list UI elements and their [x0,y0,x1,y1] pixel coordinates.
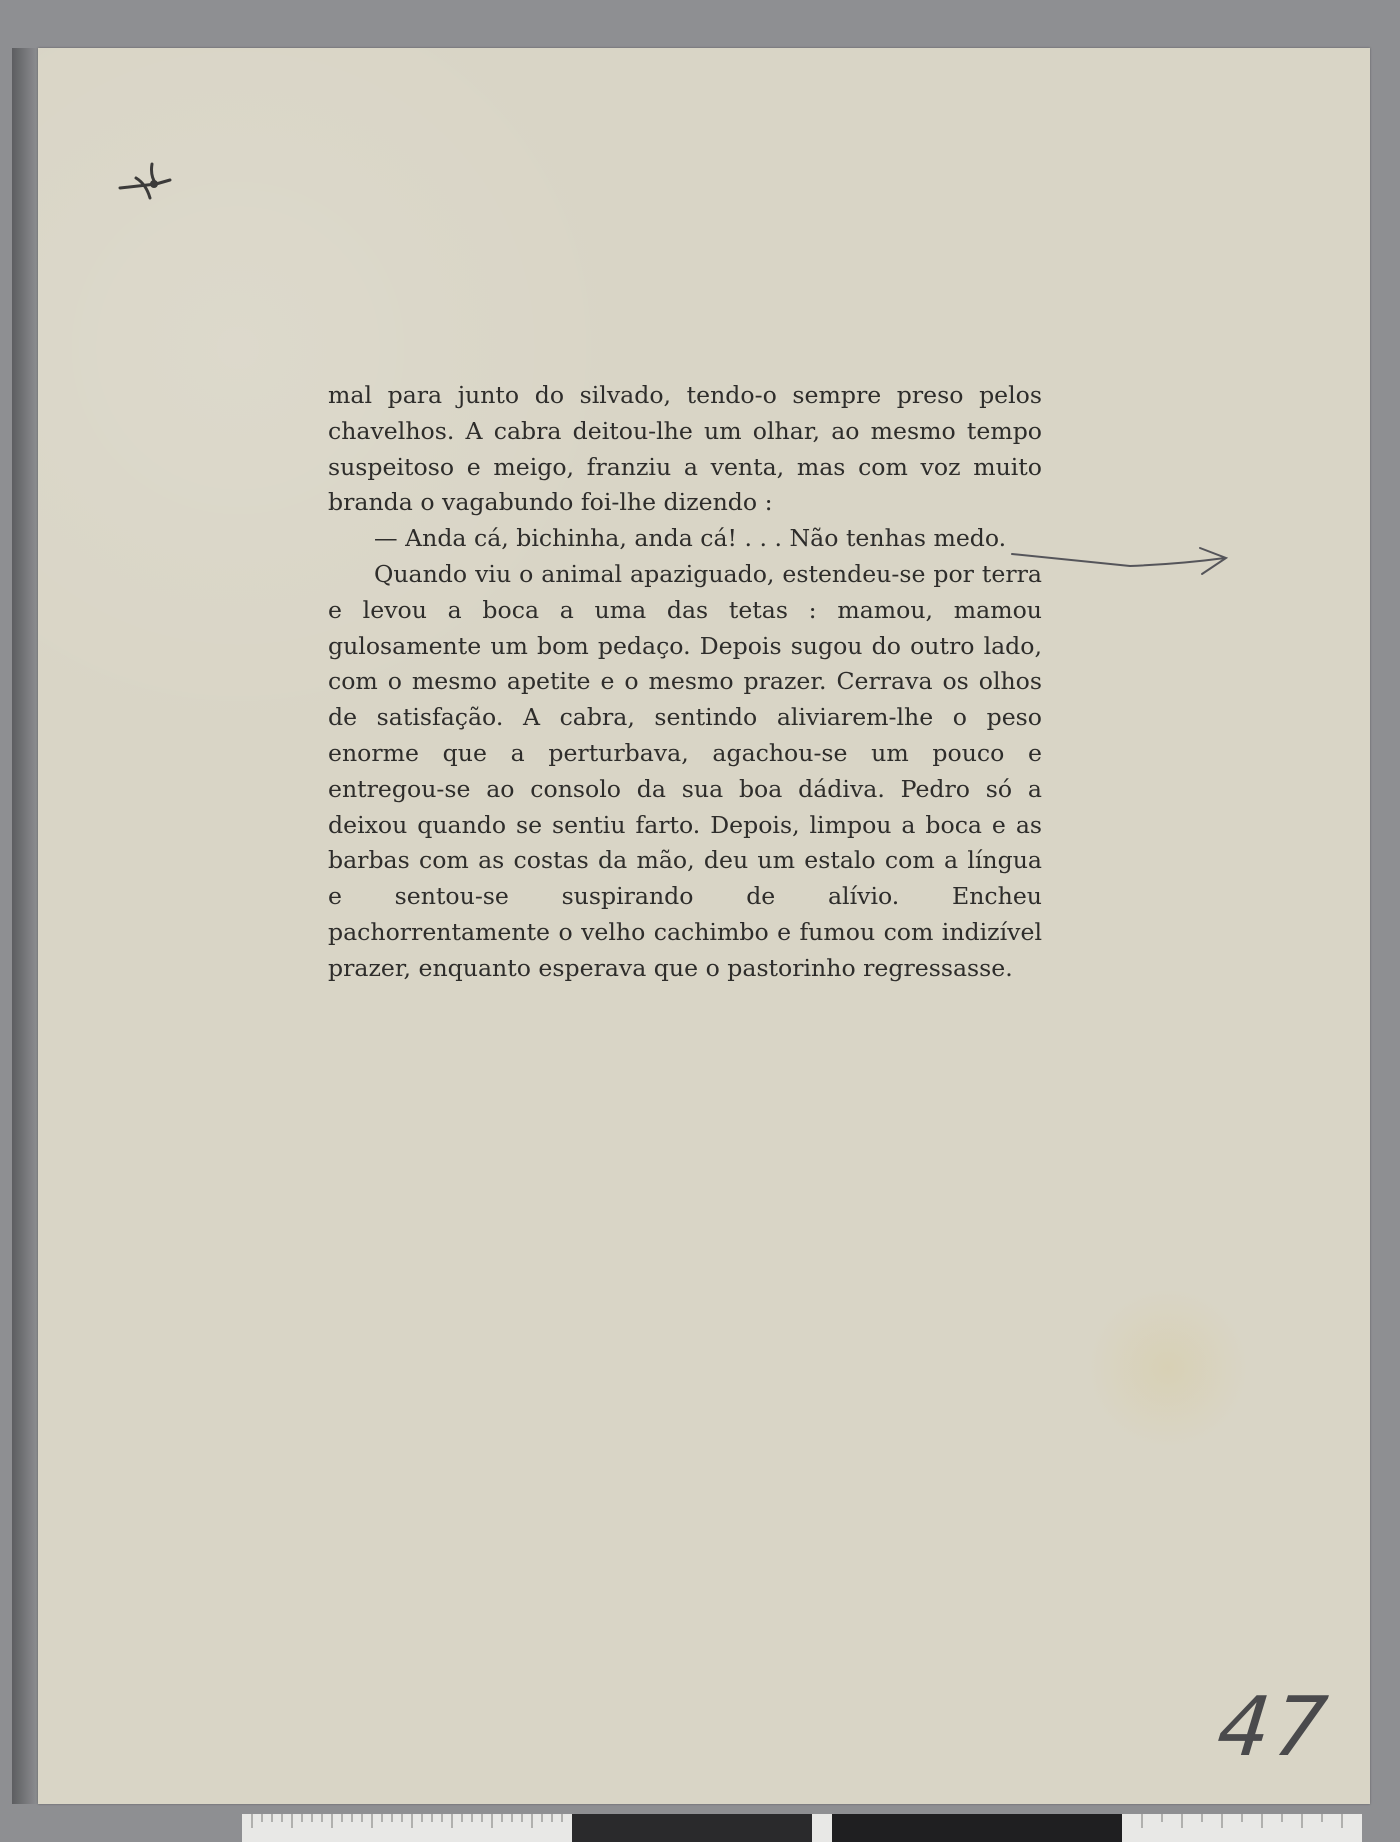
measurement-ruler-icon [242,1814,1362,1842]
paragraph-2-dialogue: — Anda cá, bichinha, anda cá! . . . Não tenhas medo. [374,524,1007,553]
paragraph-1: mal para junto do silvado, tendo-o sempre preso pelos chavelhos. A cabra deitou-lhe um olhar, ao mesmo tempo suspeitoso e meigo, franziu a venta, mas com voz muito branda o vagabundo foi-lhe dizendo : [328,381,1042,517]
page-shadow [12,48,38,1804]
body-text [328,378,1042,987]
pencil-arrow-icon [1010,540,1230,580]
pin-hole-mark-icon [116,154,176,208]
handwritten-page-number: 47 [1213,1680,1336,1775]
paragraph-3: Quando viu o animal apaziguado, estendeu-se por terra e levou a boca a uma das tetas : mamou, mamou gulosamente um bom pedaço. Depois sugou do outro lado, com o mesmo apetite e o mesmo prazer. Cerrava os olhos de satisfação. A cabra, sentindo aliviarem-lhe o peso enorme que a perturbava, agachou-se um pouco e entregou-se ao consolo da sua boa dádiva. Pedro só a deixou quando se sentiu farto. Depois, limpou a boca e as barbas com as costas da mão, deu um estalo com a língua e sentou-se suspirando de alívio. Encheu pachorrentamente o velho cachimbo e fumou com indizível prazer, enquanto esperava que o pastorinho regressasse. [328,559,1042,982]
